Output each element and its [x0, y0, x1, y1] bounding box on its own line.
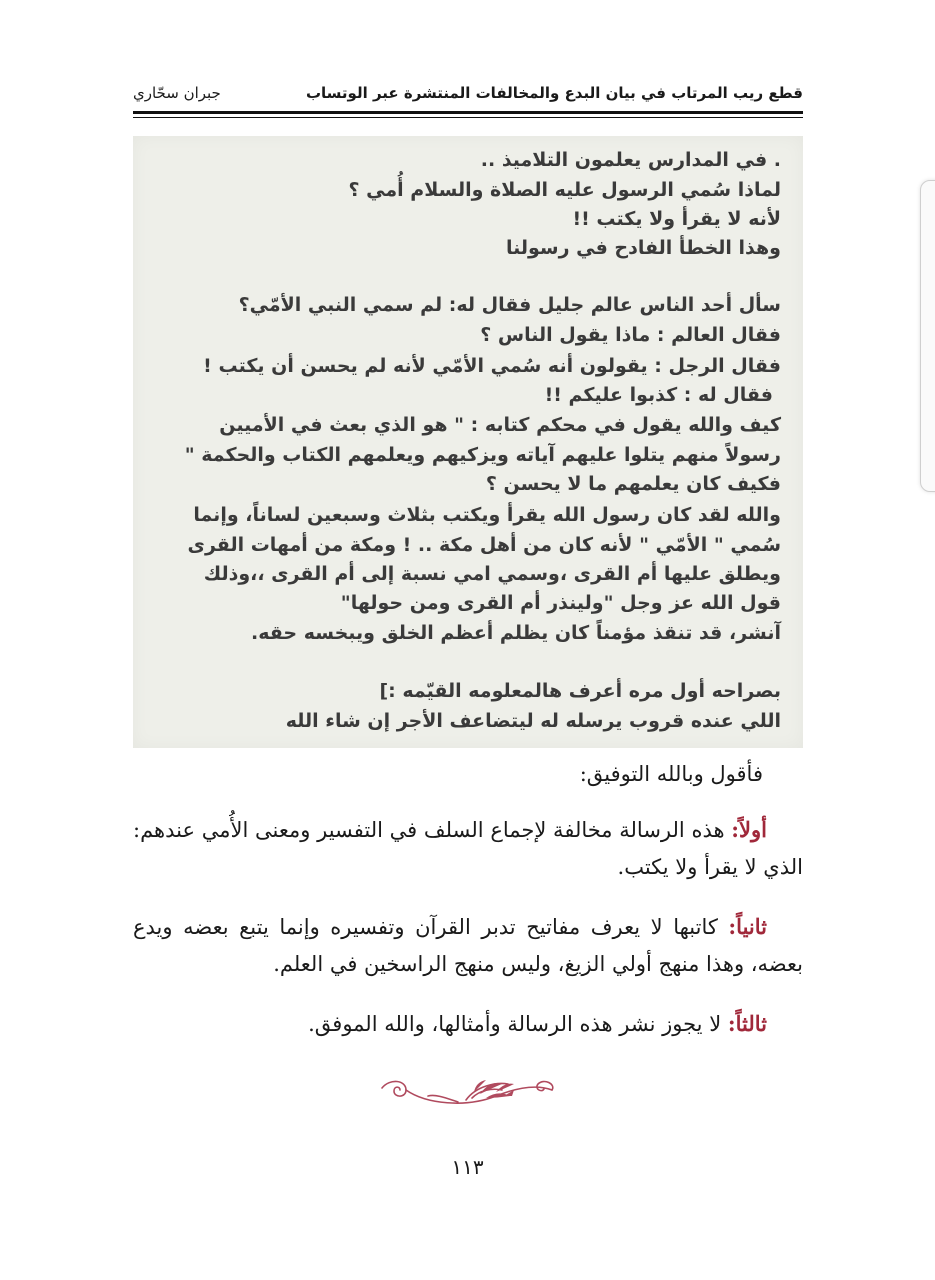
header-rule-thin [133, 117, 803, 118]
message-line: سُمي " الأمّي " لأنه كان من أهل مكة .. ! ومكة من أمهات القرى [187, 534, 781, 556]
author-name: جبران سحّاري [133, 84, 221, 102]
point-three-lead: ثالثاً: [727, 1011, 767, 1036]
page-number: ١١٣ [451, 1155, 484, 1179]
message-line: فقال الرجل : يقولون أنه سُمي الأمّي لأنه لم يحسن أن يكتب ! [203, 355, 781, 377]
header-rule-thick [133, 111, 803, 114]
point-three-paragraph [133, 1005, 803, 1043]
message-line: آنشر، قد تنقذ مؤمناً كان يظلم أعظم الخلق ويبخسه حقه. [250, 622, 781, 644]
point-one-paragraph [133, 811, 803, 886]
message-line: لأنه لا يقرأ ولا يكتب !! [572, 208, 781, 230]
message-line: وهذا الخطأ الفادح في رسولنا [505, 237, 781, 259]
message-line: كيف والله يقول في محكم كتابه : " هو الذي بعث في الأميين [219, 414, 781, 436]
running-header [133, 82, 803, 112]
message-line: اللي عنده قروب يرسله له ليتضاعف الأجر إن شاء الله [285, 710, 781, 732]
message-line: والله لقد كان رسول الله يقرأ ويكتب بثلاث وسبعين لساناً، وإنما [193, 504, 781, 526]
book-title: قطع ريب المرتاب في بيان البدع والمخالفات المنتشرة عبر الوتساب [305, 84, 803, 102]
message-line: . في المدارس يعلمون التلاميذ .. [480, 149, 781, 171]
side-scroll-tab[interactable] [920, 180, 935, 492]
point-two-text: كاتبها لا يعرف مفاتيح تدبر القرآن وتفسيره وإنما يتبع بعضه ويدع بعضه، وهذا منهج أولي الزيغ، وليس منهج الراسخين في العلم. [133, 915, 803, 976]
point-two-paragraph [133, 908, 803, 983]
message-line: ويطلق عليها أم القرى ،وسمي امي نسبة إلى أم القرى ،،وذلك [203, 563, 781, 585]
point-two-lead: ثانياً: [728, 914, 767, 939]
message-line: لماذا سُمي الرسول عليه الصلاة والسلام أُمي ؟ [348, 179, 781, 201]
intro-paragraph: فأقول وبالله التوفيق: [579, 762, 763, 786]
message-line: فقال له : كذبوا عليكم !! [544, 384, 773, 406]
message-line: فكيف كان يعلمهم ما لا يحسن ؟ [485, 473, 781, 495]
floral-ornament-icon [376, 1074, 558, 1114]
embedded-message-image [133, 136, 803, 748]
message-line: رسولاً منهم يتلوا عليهم آياته ويزكيهم ويعلمهم الكتاب والحكمة " [184, 444, 781, 466]
message-line: سأل أحد الناس عالم جليل فقال له: لم سمي النبي الأمّي؟ [238, 294, 781, 316]
message-line: بصراحه أول مره أعرف هالمعلومه القيّمه :] [379, 680, 781, 702]
point-one-lead: أولاً: [731, 817, 767, 842]
point-one-text: هذه الرسالة مخالفة لإجماع السلف في التفسير ومعنى الأُمي عندهم: الذي لا يقرأ ولا يكتب. [133, 818, 803, 879]
message-line: فقال العالم : ماذا يقول الناس ؟ [480, 324, 781, 346]
point-three-text: لا يجوز نشر هذه الرسالة وأمثالها، والله الموفق. [308, 1012, 728, 1036]
message-line: قول الله عز وجل "ولينذر أم القرى ومن حولها" [340, 592, 781, 614]
